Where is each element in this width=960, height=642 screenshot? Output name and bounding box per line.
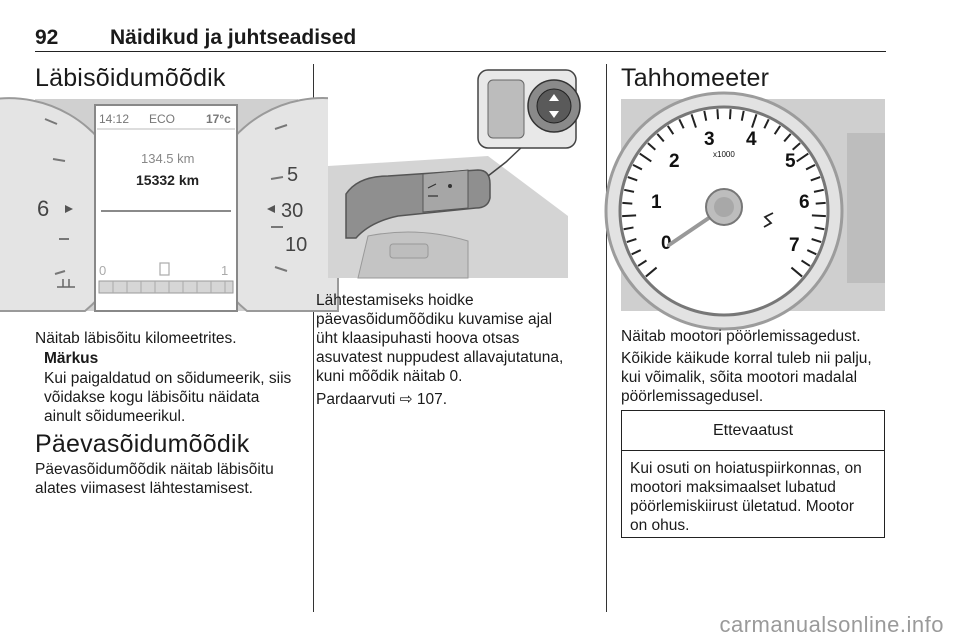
- display-trip-distance: 134.5 km: [141, 151, 195, 166]
- wiper-lever-illustration: [328, 66, 582, 278]
- tach-tick: [717, 109, 718, 119]
- caution-box: [621, 410, 885, 538]
- heading-odometer: Läbisõidumõõdik: [35, 64, 226, 92]
- text-line: pöörlemiskiirust ületatud. Mootor: [630, 498, 854, 515]
- text-line: kui võimalik, sõita mootori madalal: [621, 369, 858, 386]
- display-eco-mode: ECO: [149, 112, 176, 126]
- left-gauge-label: 6: [37, 196, 50, 221]
- fuel-scale-min: 0: [99, 263, 107, 278]
- text-line: Kui osuti on hoiatuspiirkonnas, on: [630, 460, 862, 477]
- text-line: Kõikide käikude korral tuleb nii palju,: [621, 350, 872, 367]
- reset-instructions: [316, 291, 563, 386]
- tach-label-5: 5: [785, 151, 796, 172]
- display-total-distance: 15332 km: [136, 172, 200, 188]
- text-line: kuni mõõdik näitab 0.: [316, 368, 463, 385]
- tach-unit-label: x1000: [713, 150, 735, 159]
- text-line: üht klaasipuhasti hoova otsas: [316, 330, 520, 347]
- column-divider-right: [606, 64, 607, 612]
- tachometer-illustration: [621, 99, 885, 311]
- text-line: alates viimasest lähtestamisest.: [35, 480, 253, 497]
- right-gauge-label-10: 10: [285, 234, 308, 256]
- heading-tachometer: Tahhomeeter: [621, 64, 770, 92]
- low-rpm-advice: [621, 349, 872, 406]
- note-body: [44, 369, 291, 426]
- right-gauge-label-5: 5: [287, 164, 299, 186]
- odometer-display-figure: [35, 99, 308, 311]
- tach-label-2: 2: [669, 151, 680, 172]
- page-number: 92: [35, 26, 59, 49]
- page-header: [35, 26, 886, 52]
- tach-tick: [816, 203, 826, 204]
- tachometer-figure: [621, 99, 885, 311]
- instrument-cluster-illustration: [35, 99, 308, 311]
- tach-label-1: 1: [651, 192, 662, 213]
- fuel-level-bar: [99, 281, 233, 293]
- section-title: Näidikud ja juhtseadised: [110, 26, 357, 49]
- text-line: päevasõidumõõdiku kuvamise ajal: [316, 311, 553, 328]
- watermark: carmanualsonline.info: [719, 612, 944, 637]
- tach-label-7: 7: [789, 235, 800, 256]
- tach-tick: [812, 215, 826, 216]
- text-line: Päevasõidumõõdik näitab läbisõitu: [35, 461, 274, 478]
- display-temperature: 17°c: [206, 112, 231, 126]
- tach-label-6: 6: [799, 192, 810, 213]
- display-time: 14:12: [99, 112, 130, 126]
- heading-trip-odometer: Päevasõidumõõdik: [35, 430, 250, 458]
- trip-odometer-description: [35, 460, 274, 498]
- caution-body: [622, 451, 884, 535]
- board-computer-reference[interactable]: Pardaarvuti ⇨ 107.: [316, 391, 448, 408]
- tach-tick: [730, 109, 731, 119]
- note-title: Märkus: [44, 350, 99, 367]
- fuel-scale-max: 1: [221, 263, 229, 278]
- text-line: mootori maksimaalset lubatud: [630, 479, 836, 496]
- note-line: Kui paigaldatud on sõidumeerik, siis: [44, 370, 292, 387]
- note-line: ainult sõidumeerikul.: [44, 408, 186, 425]
- text-line: asuvatest nuppudest allavajutatuna,: [316, 349, 564, 366]
- tach-label-4: 4: [746, 129, 757, 150]
- note-line: võidakse kogu läbisõitu näidata: [44, 389, 260, 406]
- tachometer-description: Näitab mootori pöörlemissagedust.: [621, 328, 861, 345]
- tach-label-3: 3: [704, 129, 715, 150]
- wiper-lever-figure: [328, 66, 582, 278]
- caution-title: Ettevaatust: [622, 411, 884, 451]
- text-line: on ohus.: [630, 517, 690, 534]
- right-gauge-label-30: 30: [281, 200, 304, 222]
- tach-tick: [622, 203, 632, 204]
- tach-tick: [622, 215, 636, 216]
- text-line: Lähtestamiseks hoidke: [316, 292, 474, 309]
- odometer-description: Näitab läbisõitu kilomeetrites.: [35, 330, 237, 347]
- tach-label-0: 0: [661, 233, 672, 254]
- text-line: pöörlemissagedusel.: [621, 388, 764, 405]
